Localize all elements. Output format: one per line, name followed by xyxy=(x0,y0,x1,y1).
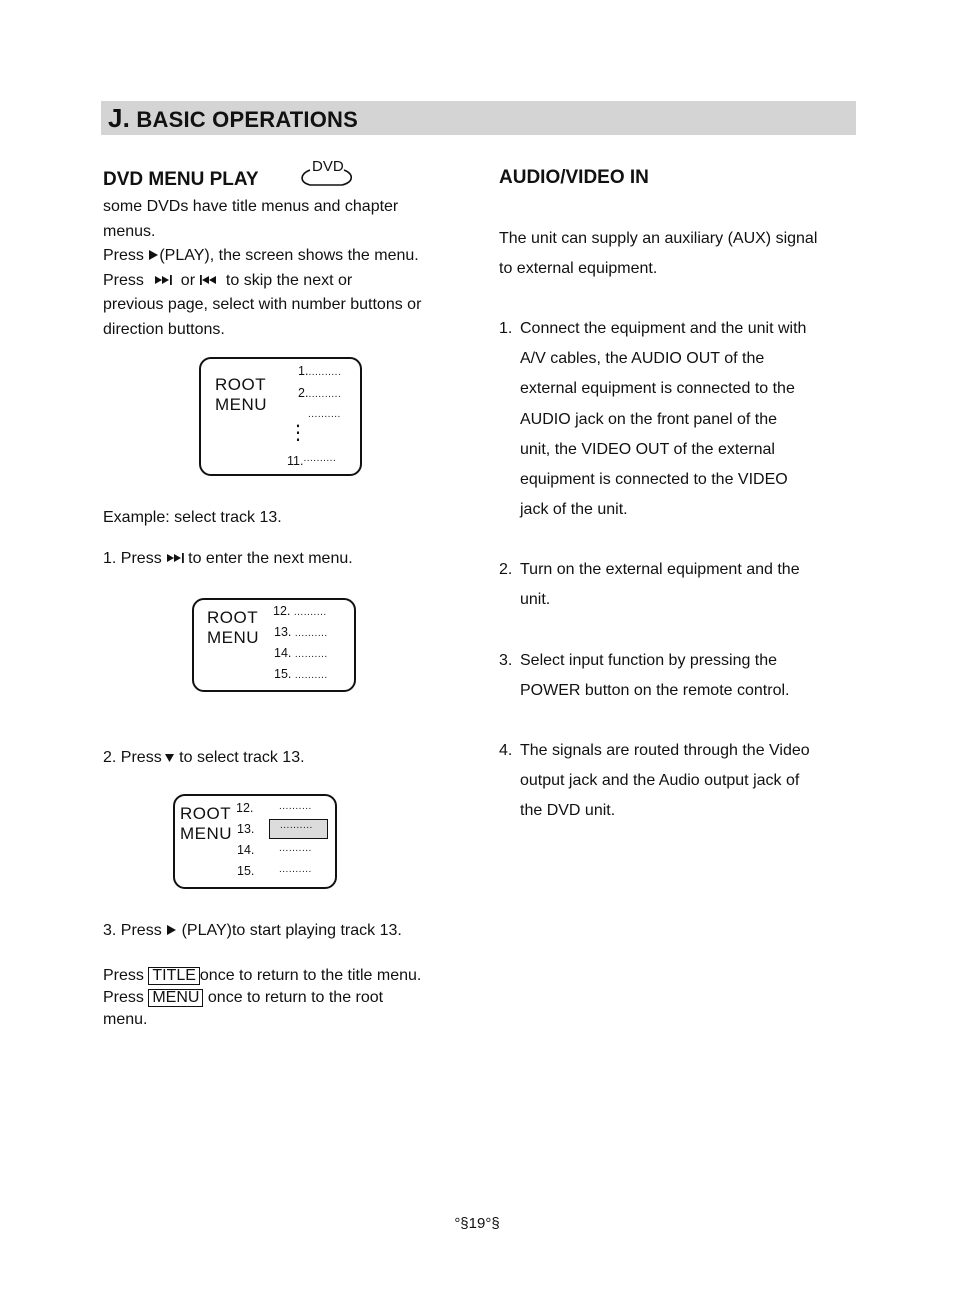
page-number: °§19°§ xyxy=(454,1215,500,1232)
menu-label: MENU xyxy=(180,824,233,843)
step-line: equipment is connected to the VIDEO xyxy=(520,471,788,489)
highlighted-track xyxy=(269,819,328,839)
track-dots: .......... xyxy=(279,843,312,854)
menu-prefix: Press xyxy=(103,989,149,1006)
step-line: Turn on the external equipment and the xyxy=(520,561,800,578)
track-item: 14. .......... xyxy=(274,646,328,660)
step-prefix: Press xyxy=(120,550,167,567)
section-title xyxy=(108,101,358,135)
root-label: ROOT xyxy=(215,375,267,394)
dvd-disc-icon xyxy=(296,156,358,190)
step-suffix: to select track 13. xyxy=(174,749,305,766)
vertical-ellipsis: ⋮ xyxy=(288,422,308,444)
skip-line xyxy=(103,269,483,294)
root-menu-screen-2 xyxy=(192,598,356,692)
screen-label xyxy=(207,608,259,648)
next-icon xyxy=(154,274,176,286)
screen-label xyxy=(215,375,267,415)
av-step-2 xyxy=(499,555,879,615)
av-intro-line: The unit can supply an auxiliary (AUX) signal xyxy=(499,230,818,247)
return-instructions xyxy=(103,965,421,1031)
step-line: A/V cables, the AUDIO OUT of the xyxy=(520,350,765,368)
av-step-3 xyxy=(499,646,879,706)
skip-cont-line: previous page, select with number buttons or xyxy=(103,296,422,313)
track-item: .......... xyxy=(308,409,341,420)
step-line: POWER button on the remote control. xyxy=(520,682,790,700)
step-prefix: Press xyxy=(120,922,167,939)
track-item: 14. xyxy=(237,843,255,857)
dvd-disc-label: DVD xyxy=(312,158,344,175)
av-intro xyxy=(499,224,879,284)
next-icon xyxy=(166,552,188,564)
av-step-4 xyxy=(499,736,879,827)
example-text: Example: select track 13. xyxy=(103,509,282,526)
step-suffix: to enter the next menu. xyxy=(188,550,353,567)
step-line: AUDIO jack on the front panel of the xyxy=(520,410,778,428)
av-step-1 xyxy=(499,314,879,525)
step-number: 2. xyxy=(103,749,117,766)
step-1 xyxy=(103,547,353,572)
skip-cont-line: direction buttons. xyxy=(103,320,225,338)
menu-button: MENU xyxy=(148,989,203,1007)
step-number: 4. xyxy=(499,742,513,759)
track-item: 13. .......... xyxy=(274,625,328,639)
play-icon xyxy=(166,924,177,936)
menu-line xyxy=(103,987,421,1009)
down-icon xyxy=(164,752,175,763)
title-suffix: once to return to the title menu. xyxy=(199,967,422,984)
root-menu-screen-3 xyxy=(173,794,337,889)
root-label: ROOT xyxy=(180,804,232,823)
dvd-menu-play-heading: DVD MENU PLAY xyxy=(103,169,259,190)
step-suffix: (PLAY)to start playing track 13. xyxy=(177,922,402,939)
step-prefix: Press xyxy=(120,749,162,766)
step-number: 2. xyxy=(499,561,513,578)
menu-suffix: once to return to the root xyxy=(203,989,384,1006)
track-item: 11........... xyxy=(287,453,337,468)
title-button: TITLE xyxy=(148,967,200,985)
av-intro-line: to external equipment. xyxy=(499,260,658,278)
skip-suffix: to skip the next or xyxy=(221,271,353,289)
step-line: jack of the unit. xyxy=(520,501,628,519)
root-menu-screen-1 xyxy=(199,357,362,476)
section-title-text: BASIC OPERATIONS xyxy=(136,107,358,132)
title-line xyxy=(103,965,421,987)
menu-cont-line: menu. xyxy=(103,1011,148,1028)
step-3 xyxy=(103,919,402,944)
press-play-suffix: (PLAY), the screen shows the menu. xyxy=(159,247,419,264)
menu-label: MENU xyxy=(215,395,268,414)
intro-line: some DVDs have title menus and chapter xyxy=(103,198,399,215)
play-icon xyxy=(148,249,159,261)
press-play-prefix: Press xyxy=(103,247,149,264)
press-play-line xyxy=(103,244,483,269)
track-item: 15. xyxy=(237,864,255,878)
intro-line: menus. xyxy=(103,222,156,240)
menu-label: MENU xyxy=(207,628,260,647)
previous-icon xyxy=(199,274,221,286)
track-dots: .......... xyxy=(279,801,312,812)
track-item: 2........... xyxy=(298,386,342,400)
step-line: external equipment is connected to the xyxy=(520,380,795,398)
track-dots: .......... xyxy=(280,820,313,831)
step-line: the DVD unit. xyxy=(520,802,616,820)
step-line: The signals are routed through the Video xyxy=(520,742,810,759)
track-item: 12. xyxy=(236,801,254,815)
step-line: Connect the equipment and the unit with xyxy=(520,320,807,337)
step-line: unit, the VIDEO OUT of the external xyxy=(520,440,775,458)
screen-label xyxy=(180,804,232,844)
step-line: unit. xyxy=(520,591,551,609)
track-item: 1........... xyxy=(298,364,342,378)
track-item: 12. .......... xyxy=(273,604,327,618)
step-line: output jack and the Audio output jack of xyxy=(520,772,800,790)
intro-text xyxy=(103,195,483,342)
track-item: 15. .......... xyxy=(274,667,328,681)
step-line: Select input function by pressing the xyxy=(520,652,778,669)
step-2 xyxy=(103,746,305,771)
track-item: 13. xyxy=(237,822,255,836)
root-label: ROOT xyxy=(207,608,259,627)
step-number: 3. xyxy=(103,922,117,939)
section-letter: J. xyxy=(108,103,131,133)
step-number: 1. xyxy=(499,320,513,337)
title-prefix: Press xyxy=(103,967,149,984)
track-dots: .......... xyxy=(279,864,312,875)
step-number: 3. xyxy=(499,652,513,669)
step-number: 1. xyxy=(103,550,117,567)
skip-or: or xyxy=(176,271,200,289)
skip-prefix: Press xyxy=(103,271,149,289)
audio-video-in-heading: AUDIO/VIDEO IN xyxy=(499,167,649,188)
